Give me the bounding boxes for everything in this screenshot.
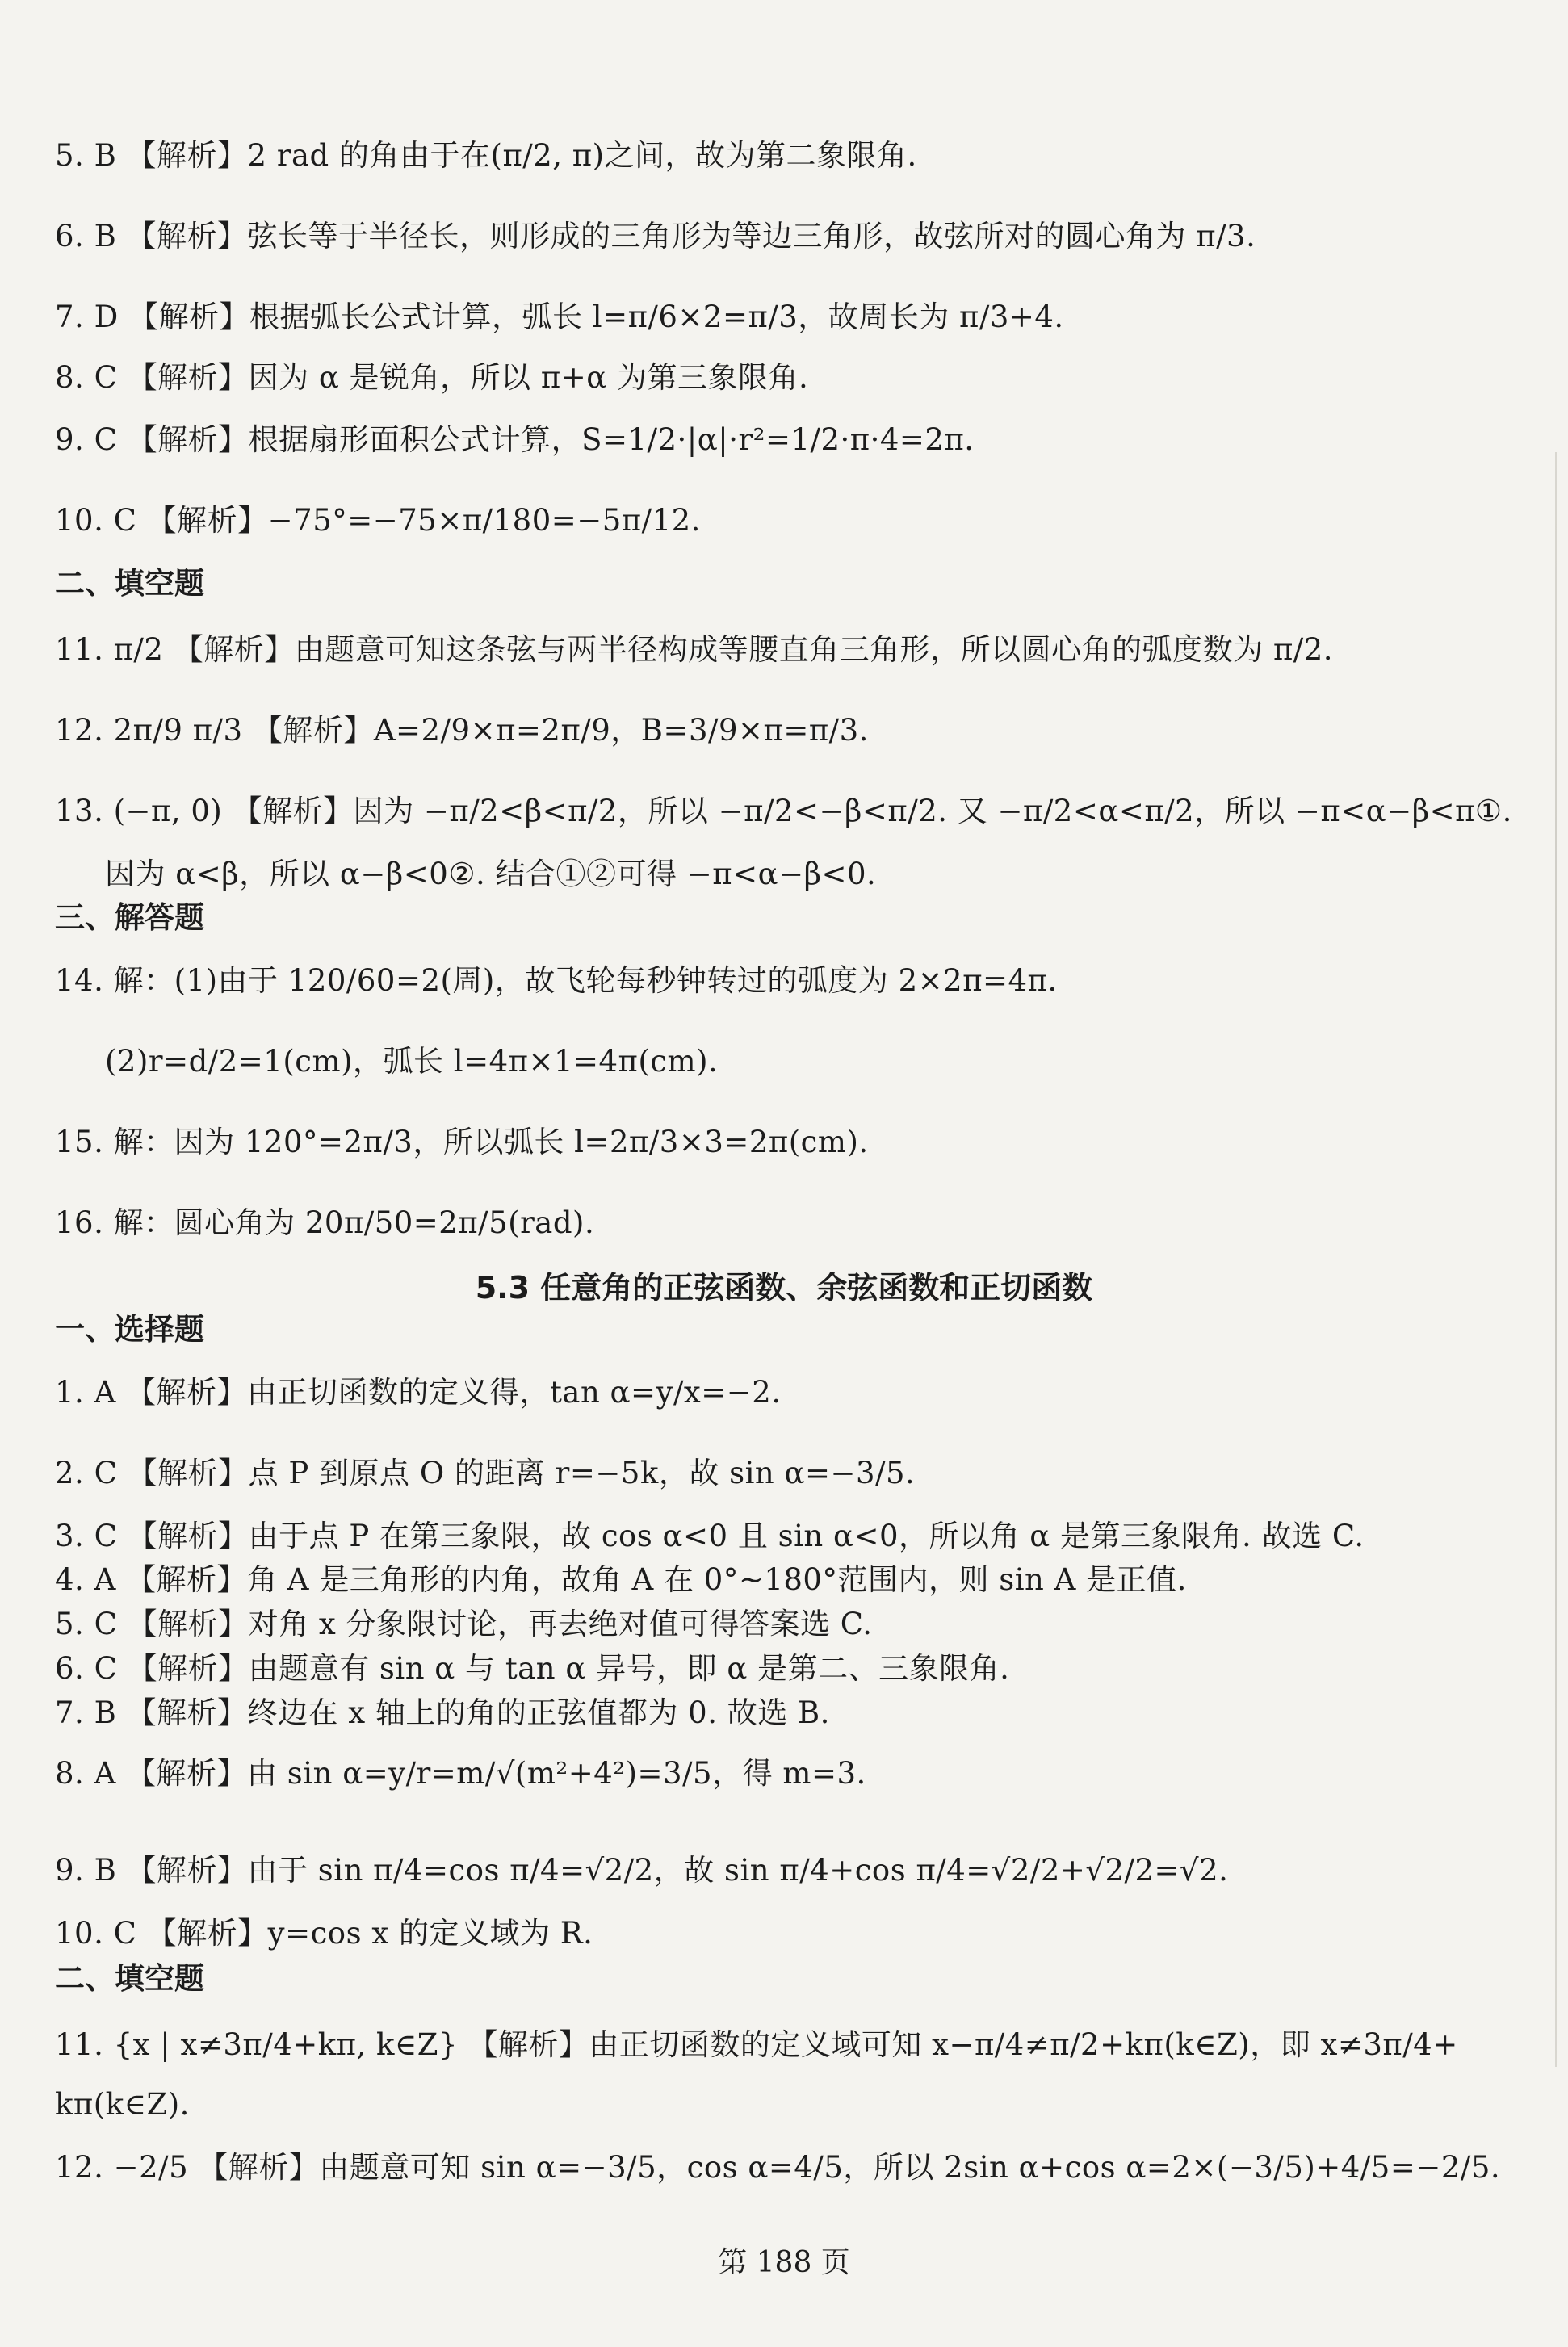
answer-14-part2: (2)r=d/2=1(cm)，弧长 l=4π×1=4π(cm).	[105, 1044, 719, 1079]
answer-11-2: 11. {x | x≠3π/4+kπ, k∈Z} 【解析】由正切函数的定义域可知 x−π/4≠π/2+kπ(k∈Z)，即 x≠3π/4+	[55, 2027, 1458, 2062]
answer-11-1: 11. π/2 【解析】由题意可知这条弦与两半径构成等腰直角三角形，所以圆心角的弧度数为 π/2.	[55, 632, 1334, 667]
answer-10-2: 10. C 【解析】y=cos x 的定义域为 R.	[55, 1916, 593, 1951]
answer-10-1: 10. C 【解析】−75°=−75×π/180=−5π/12.	[55, 503, 701, 538]
answer-4-2: 4. A 【解析】角 A 是三角形的内角，故角 A 在 0°~180°范围内，则 sin A 是正值.	[55, 1562, 1187, 1597]
answer-9-2: 9. B 【解析】由于 sin π/4=cos π/4=√2/2，故 sin π/4+cos π/4=√2/2+√2/2=√2.	[55, 1853, 1229, 1888]
answer-3-2: 3. C 【解析】由于点 P 在第三象限，故 cos α<0 且 sin α<0，所以角 α 是第三象限角. 故选 C.	[55, 1519, 1365, 1553]
answer-7-1: 7. D 【解析】根据弧长公式计算，弧长 l=π/6×2=π/3，故周长为 π/3+4.	[55, 300, 1064, 334]
answer-2-2: 2. C 【解析】点 P 到原点 O 的距离 r=−5k，故 sin α=−3/5.	[55, 1456, 916, 1490]
answer-8-1: 8. C 【解析】因为 α 是锐角，所以 π+α 为第三象限角.	[55, 360, 809, 395]
answer-7-2: 7. B 【解析】终边在 x 轴上的角的正弦值都为 0. 故选 B.	[55, 1695, 830, 1730]
answer-5-2: 5. C 【解析】对角 x 分象限讨论，再去绝对值可得答案选 C.	[55, 1607, 873, 1641]
answer-1-2: 1. A 【解析】由正切函数的定义得，tan α=y/x=−2.	[55, 1375, 782, 1410]
answer-9-1: 9. C 【解析】根据扇形面积公式计算，S=1/2·|α|·r²=1/2·π·4=2π.	[55, 422, 975, 457]
heading-multiple-choice: 一、选择题	[55, 1312, 204, 1347]
answer-12-2: 12. −2/5 【解析】由题意可知 sin α=−3/5，cos α=4/5，所以 2sin α+cos α=2×(−3/5)+4/5=−2/5.	[55, 2150, 1501, 2185]
answer-6-2: 6. C 【解析】由题意有 sin α 与 tan α 异号，即 α 是第二、三象限角.	[55, 1651, 1010, 1686]
answer-12-1: 12. 2π/9 π/3 【解析】A=2/9×π=2π/9，B=3/9×π=π/3.	[55, 713, 869, 748]
answer-16: 16. 解：圆心角为 20π/50=2π/5(rad).	[55, 1205, 595, 1240]
page-number: 第 188 页	[718, 2246, 850, 2279]
heading-fill-blank-1: 二、填空题	[55, 566, 204, 601]
answer-6-1: 6. B 【解析】弦长等于半径长，则形成的三角形为等边三角形，故弦所对的圆心角为 π/3.	[55, 219, 1256, 254]
answer-8-2: 8. A 【解析】由 sin α=y/r=m/√(m²+4²)=3/5，得 m=3.	[55, 1756, 866, 1791]
section-title: 5.3 任意角的正弦函数、余弦函数和正切函数	[475, 1270, 1093, 1306]
heading-fill-blank-2: 二、填空题	[55, 1961, 204, 1996]
answer-13-1-continued: 因为 α<β，所以 α−β<0②. 结合①②可得 −π<α−β<0.	[105, 857, 877, 891]
answer-13-1: 13. (−π, 0) 【解析】因为 −π/2<β<π/2，所以 −π/2<−β<π/2. 又 −π/2<α<π/2，所以 −π<α−β<π①.	[55, 794, 1512, 828]
heading-solutions: 三、解答题	[55, 900, 204, 935]
scan-edge-line	[1555, 452, 1557, 2067]
answer-5-1: 5. B 【解析】2 rad 的角由于在(π/2, π)之间，故为第二象限角.	[55, 138, 917, 173]
answer-14: 14. 解：(1)由于 120/60=2(周)，故飞轮每秒钟转过的弧度为 2×2π=4π.	[55, 963, 1058, 998]
answer-11-2-continued: kπ(k∈Z).	[55, 2087, 190, 2122]
answer-15: 15. 解：因为 120°=2π/3，所以弧长 l=2π/3×3=2π(cm).	[55, 1125, 869, 1159]
